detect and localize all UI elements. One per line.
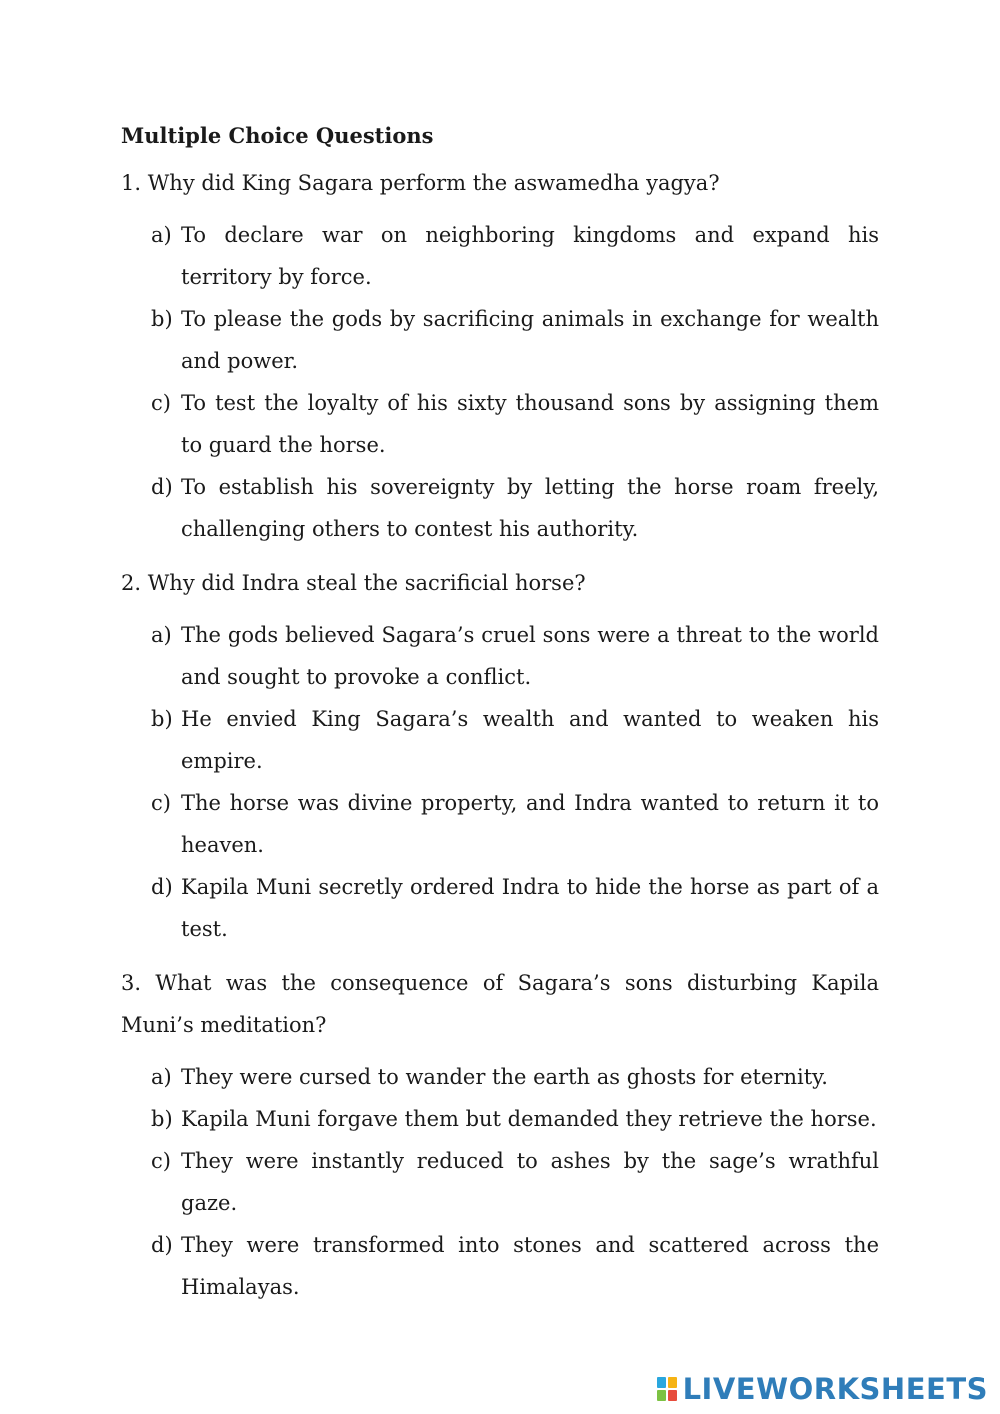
option-b[interactable] [151,698,879,782]
option-letter: b) [151,1107,173,1131]
options-list [121,1056,879,1308]
question-2 [121,562,879,950]
option-d[interactable] [151,1224,879,1308]
option-letter: b) [151,707,173,731]
option-text: The horse was divine property, and Indra wanted to return it to heaven. [181,791,879,857]
option-letter: c) [151,791,171,815]
option-letter: a) [151,1065,172,1089]
option-b[interactable] [151,1098,879,1140]
option-letter: d) [151,475,173,499]
option-text: He envied King Sagara’s wealth and wanted to weaken his empire. [181,707,879,773]
question-text: 3. What was the consequence of Sagara’s sons disturbing Kapila Muni’s meditation? [121,971,879,1037]
brand-name: LIVEWORKSHEETS [682,1372,988,1406]
option-c[interactable] [151,1140,879,1224]
option-d[interactable] [151,466,879,550]
option-text: They were cursed to wander the earth as ghosts for eternity. [181,1065,828,1089]
option-a[interactable] [151,1056,879,1098]
option-letter: c) [151,1149,171,1173]
option-c[interactable] [151,382,879,466]
option-letter: c) [151,391,171,415]
option-letter: d) [151,875,173,899]
option-a[interactable] [151,614,879,698]
option-letter: a) [151,223,172,247]
question-text: 2. Why did Indra steal the sacrificial horse? [121,571,586,595]
option-text: Kapila Muni forgave them but demanded they retrieve the horse. [181,1107,877,1131]
option-text: They were transformed into stones and scattered across the Himalayas. [181,1233,879,1299]
option-text: To establish his sovereignty by letting the horse roam freely, challenging others to contest his authority. [181,475,879,541]
options-list [121,214,879,550]
option-text: They were instantly reduced to ashes by the sage’s wrathful gaze. [181,1149,879,1215]
question-3 [121,962,879,1308]
option-text: The gods believed Sagara’s cruel sons were a threat to the world and sought to provoke a conflict. [181,623,879,689]
option-text: Kapila Muni secretly ordered Indra to hide the horse as part of a test. [181,875,879,941]
option-letter: a) [151,623,172,647]
question-text: 1. Why did King Sagara perform the aswamedha yagya? [121,171,720,195]
option-b[interactable] [151,298,879,382]
option-d[interactable] [151,866,879,950]
option-a[interactable] [151,214,879,298]
liveworksheets-logo [657,1372,988,1406]
page-title: Multiple Choice Questions [121,123,434,148]
liveworksheets-mark-icon [657,1377,677,1401]
option-c[interactable] [151,782,879,866]
option-text: To please the gods by sacrificing animals in exchange for wealth and power. [181,307,879,373]
option-text: To declare war on neighboring kingdoms and expand his territory by force. [181,223,879,289]
question-1 [121,162,879,550]
worksheet-page [121,118,879,1320]
option-text: To test the loyalty of his sixty thousand sons by assigning them to guard the horse. [181,391,879,457]
options-list [121,614,879,950]
option-letter: d) [151,1233,173,1257]
option-letter: b) [151,307,173,331]
